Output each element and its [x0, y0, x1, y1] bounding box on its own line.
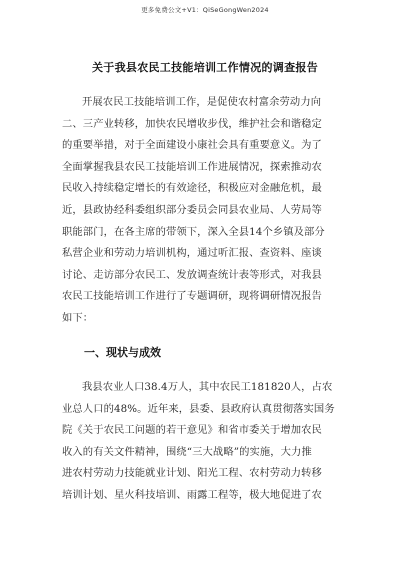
- section1-line: 院《关于农民工问题的若干意见》和省市委关于增加农民: [62, 424, 322, 437]
- section1-line: 收入的有关文件精神，围绕“三大战略”的实施，大力推: [62, 445, 312, 458]
- intro-line: 开展农民工技能培训工作，是促使农村富余劳动力向: [82, 96, 322, 108]
- intro-line: 私营企业和劳动力培训机构，通过听汇报、查资料、座谈: [62, 247, 322, 260]
- section-heading: 一、现状与成效: [84, 346, 161, 359]
- intro-line: 全面掌握我县农民工技能培训工作进展情况，探索推动农: [62, 160, 322, 173]
- intro-line: 二、三产业转移，加快农民增收步伐，维护社会和谐稳定: [62, 117, 322, 130]
- section1-paragraph: [62, 377, 354, 507]
- section1-line: 业总人口的48%。近年来，县委、县政府认真贯彻落实国务: [62, 402, 335, 415]
- intro-line: 农民工技能培训工作进行了专题调研，现将调研情况报告: [62, 290, 322, 303]
- intro-line: 民收入持续稳定增长的有效途径，积极应对金融危机，最: [62, 182, 322, 195]
- intro-line: 近，县政协经科委组织部分委员会同县农业局、人劳局等: [62, 203, 322, 216]
- document-title: 关于我县农民工技能培训工作情况的调查报告: [92, 61, 318, 74]
- section1-line: 进农村劳动力技能就业计划、阳光工程、农村劳动力转移: [62, 467, 322, 480]
- intro-line: 的重要举措，对于全面建设小康社会具有重要意义。为了: [62, 139, 322, 152]
- intro-line: 职能部门，在各主席的带领下，深入全县14个乡镇及部分: [62, 225, 325, 238]
- intro-paragraph: [62, 92, 354, 330]
- page-header-watermark: 更多免费公文+V1：QiSeGongWen2024: [141, 6, 269, 14]
- section1-line: 培训计划、星火科技培训、雨露工程等，极大地促进了农: [62, 488, 322, 501]
- intro-line: 如下：: [62, 311, 94, 324]
- section1-line: 我县农业人口38.4万人，其中农民工181820人，占农: [82, 381, 333, 393]
- intro-line: 讨论、走访部分农民工、发放调查统计表等形式，对我县: [62, 268, 322, 281]
